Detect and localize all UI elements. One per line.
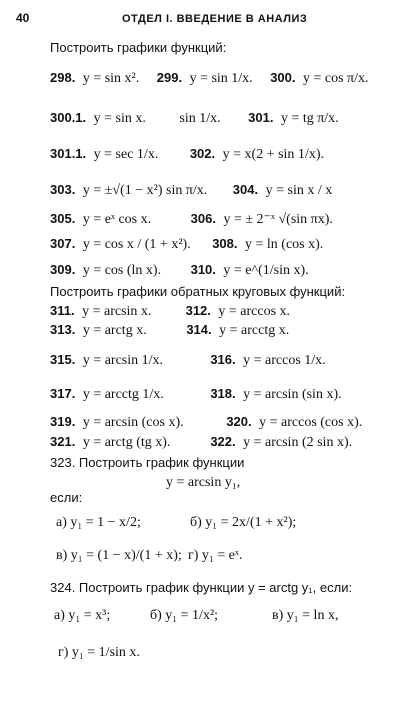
num-299: 299. [156, 70, 183, 85]
num-311: 311. [50, 303, 75, 318]
f-318: y = arcsin (sin x). [243, 387, 342, 402]
row-309 [50, 262, 309, 279]
row-307 [50, 236, 323, 253]
f-300-1: y = sin x. [93, 111, 146, 126]
f-304: y = sin x / x [265, 183, 333, 198]
num-318: 318. [210, 386, 236, 401]
num-306: 306. [190, 211, 216, 226]
f-300: y = cos π/x. [303, 71, 369, 86]
num-320: 320. [226, 414, 252, 429]
num-309: 309. [50, 262, 76, 277]
page-number: 40 [16, 11, 30, 25]
problem-323-if: если: [50, 490, 83, 505]
row-298-300 [50, 70, 369, 87]
intro-functions: Построить графики функций: [50, 40, 227, 55]
f-312: y = arccos x. [218, 304, 291, 319]
row-300-1 [50, 110, 339, 127]
num-307: 307. [50, 236, 76, 251]
f-306: y = ± 2⁻ˣ √(sin πx). [223, 212, 333, 227]
row-313 [50, 322, 289, 339]
f-305: y = eˣ cos x. [82, 212, 152, 227]
num-301: 301. [248, 110, 274, 125]
problem-324-title: 324. Построить график функции y = arctg y₁, если: [50, 580, 353, 595]
intro-inverse: Построить графики обратных круговых функций: [50, 284, 346, 299]
row-317 [50, 386, 342, 403]
num-308: 308. [212, 236, 238, 251]
num-316: 316. [210, 352, 236, 367]
f-309: y = cos (ln x). [82, 263, 162, 278]
num-322: 322. [210, 434, 236, 449]
num-303: 303. [50, 182, 76, 197]
f-315: y = arcsin 1/x. [82, 353, 164, 368]
f-303: y = ±√(1 − x²) sin π/x. [82, 183, 208, 198]
num-310: 310. [190, 262, 216, 277]
opt-323-g: г) y₁ = eˣ. [188, 548, 243, 563]
row-305 [50, 211, 333, 228]
f-313: y = arctg x. [82, 323, 147, 338]
row-319 [50, 414, 362, 431]
opt-324-b: б) y₁ = 1/x²; [150, 608, 219, 623]
f-sin-1x: sin 1/x. [179, 111, 221, 126]
f-311: y = arcsin x. [82, 304, 152, 319]
f-308: y = ln (cos x). [245, 237, 324, 252]
num-319: 319. [50, 414, 76, 429]
running-header: ОТДЕЛ I. ВВЕДЕНИЕ В АНАЛИЗ [122, 13, 308, 25]
f-301-1: y = sec 1/x. [93, 147, 159, 162]
opt-323-v: в) y₁ = (1 − x)/(1 + x); [56, 548, 182, 563]
num-300-1: 300.1. [50, 110, 87, 125]
num-314: 314. [186, 322, 212, 337]
f-321: y = arctg (tg x). [82, 435, 171, 450]
f-322: y = arcsin (2 sin x). [243, 435, 353, 450]
f-320: y = arccos (cos x). [259, 415, 363, 430]
num-313: 313. [50, 322, 76, 337]
f-316: y = arccos 1/x. [243, 353, 326, 368]
num-304: 304. [232, 182, 259, 197]
row-303 [50, 182, 332, 199]
num-305: 305. [50, 211, 76, 226]
num-315: 315. [50, 352, 76, 367]
f-301: y = tg π/x. [280, 111, 339, 126]
opt-324-a: а) y₁ = x³; [54, 608, 111, 623]
num-301-1: 301.1. [50, 146, 87, 161]
f-310: y = e^(1/sin x). [223, 263, 309, 278]
problem-323-title: 323. Построить график функции [50, 455, 245, 470]
opt-324-v: в) y₁ = ln x, [272, 608, 339, 623]
f-298: y = sin x². [82, 71, 140, 86]
opt-324-g: г) y₁ = 1/sin x. [58, 645, 140, 660]
num-312: 312. [185, 303, 211, 318]
num-317: 317. [50, 386, 76, 401]
row-315 [50, 352, 326, 369]
problem-323-formula: y = arcsin y₁, [166, 475, 241, 490]
num-321: 321. [50, 434, 76, 449]
f-317: y = arcctg 1/x. [82, 387, 164, 402]
row-311 [50, 303, 290, 320]
num-300: 300. [270, 70, 296, 85]
row-301-1 [50, 146, 324, 163]
num-298: 298. [50, 70, 76, 85]
f-307: y = cos x / (1 + x²). [82, 237, 191, 252]
opt-323-a: а) y₁ = 1 − x/2; [56, 515, 141, 530]
opt-323-b: б) y₁ = 2x/(1 + x²); [190, 515, 297, 530]
f-302: y = x(2 + sin 1/x). [222, 147, 324, 162]
f-319: y = arcsin (cos x). [82, 415, 184, 430]
row-321 [50, 434, 352, 451]
num-302: 302. [189, 146, 216, 161]
f-299: y = sin 1/x. [189, 71, 253, 86]
f-314: y = arcctg x. [219, 323, 290, 338]
